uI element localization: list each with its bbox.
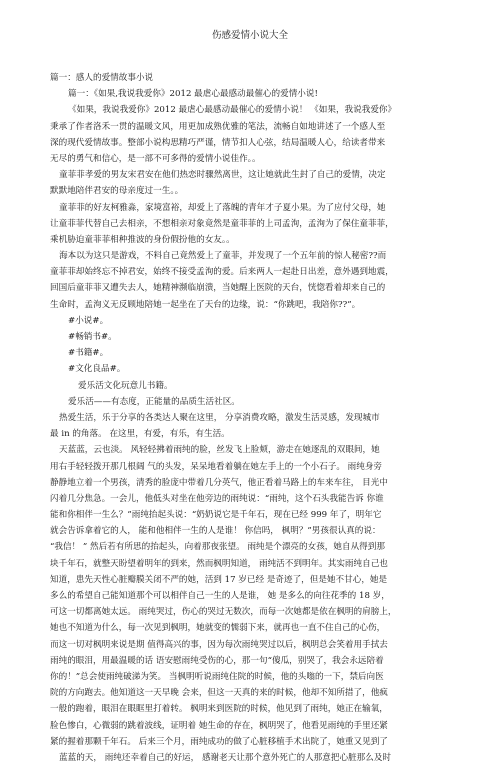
- text-line: 紧的握着那颗千年石。 后来三个月，雨纯成功的做了心脏移植手术出院了，她重又见到了: [50, 736, 388, 747]
- text-line: #书籍#。: [68, 348, 109, 359]
- text-line: 回国后童菲菲又遭失去人，她精神濒临崩溃，当她醒上医院的天台，恍惚看着却来自己的: [50, 283, 386, 294]
- text-line: 闪着几分焦急。一会儿，他低头对坐在他旁边的雨纯说：“雨纯，这个石头我能告诉 你谁: [50, 493, 384, 504]
- text-line: 让童菲菲代替自己去相亲，不想相亲对象竟然是童菲菲的上司孟洵，孟洵为了保住童菲菲，: [50, 218, 394, 229]
- text-line: 童菲菲却始终忘不掉君安，始终不接受孟洵的爱。后来两人一起赴日出差，意外遇到地震，: [50, 267, 394, 278]
- text-line: 热爱生活，乐于分享的各类达人聚在这里， 分享消费攻略，激发生活灵感，发现城市: [59, 412, 380, 423]
- text-line: 雨纯的眼泪，用最温暖的话 语安慰雨纯受伤的心，那一句“傻瓜，别哭了，我会永远陪着: [50, 655, 384, 666]
- text-line: 天蓝蓝，云也淡。 风轻轻拂着雨纯的脸，丝发飞上脸颊，游走在她逐乱的双眼间，她: [59, 445, 380, 456]
- text-line: 生命时，孟洵义无反顾地陪她一起坐在了天台的边缘，说：“你跳吧，我陪你??”。: [50, 299, 361, 310]
- text-line: 块千年石，就整天盼望着明年的到来，然而枫明知道， 雨纯活不到明年。其实雨纯自己也: [50, 558, 388, 569]
- text-line: 默默地陪伴君安的母亲度过一生。。: [50, 186, 184, 197]
- text-line: “我信！ ” 然后若有所思的抬起头，向着那夜张望。 雨纯是个漂亮的女孩，她自从得到那: [50, 542, 385, 553]
- document-title: 伤感爱情小说大全: [211, 30, 288, 41]
- text-line: 童菲菲孝爱的男友宋君安在他们热恋时骤然离世，这让她就此生封了自己的爱情，决定: [59, 170, 386, 181]
- document-body: [50, 70, 460, 766]
- text-line: 篇一：感人的爱情故事小说: [50, 73, 154, 83]
- text-line: 蓝蓝的天， 雨纯还幸着自己的好运， 感谢老天让那个意外死亡的人那意把心脏那么及时: [59, 752, 392, 763]
- text-line: #文化良品#。: [68, 364, 126, 375]
- text-line: 乘机胁迫童菲菲相种推波的身份假扮他的女友。。: [50, 234, 235, 245]
- text-line: 可这一切都离她太远。 雨纯哭过，伤心的哭过无数次，而每一次她都是依在枫明的肩膀上，: [50, 607, 397, 618]
- text-line: 深的现代爱情故事。整部小说构思精巧严谨，情节扣人心弦，结局温暖人心，给读者带来: [50, 137, 386, 148]
- text-line: 《如果，我说我爱你》2012 最虐心最感动最催心的爱情小说！ 《如果，我说我爱你》: [68, 105, 397, 116]
- text-line: 知道，患先天性心脏瓣膜关闭不严的她，活到 17 岁已经 是奇迹了，但是她不甘心，她是: [50, 574, 388, 585]
- text-line: 就会告诉拿着它的人， 能和他相伴一生的人是谁！ 你信吗， 枫明？”男孩很认真的说：: [50, 526, 381, 537]
- text-line: 院的方向跑去。他知道这一天早晚 会来，但这一天真的来的时候，他却不知所措了，他疯: [50, 688, 388, 699]
- text-line: 爱乐活——有态度，正能量的品质生活社区。: [68, 396, 240, 407]
- text-line: 脸色惨白，心微弱的跳着波线，证明着 她生命的存在，枫明哭了，他看见雨纯的手里还紧: [50, 720, 388, 731]
- text-line: 用右手轻轻拨开那几根阔 气的头发，呆呆地看着躺在她左手上的一个小石子。 雨纯身旁: [50, 461, 383, 472]
- text-line: 她也不知道为什么，每一次见到枫明，她就变的懦弱下来，就再也一直不住自己的心伤，: [50, 623, 386, 634]
- text-line: 爱乐活文化玩意儿书籍。: [78, 380, 173, 391]
- text-line: 海本以为这只是游戏，不料自己竟然爱上了童菲，并发现了一个五年前的惊人秘密??而: [59, 251, 387, 262]
- text-line: #畅销书#。: [68, 332, 117, 342]
- text-line: 童菲菲的好友柯雅淼，家境富裕，却爱上了落魄的青年才子夏小果。为了应付父母，她: [59, 202, 386, 213]
- text-line: 篇一：《如果,我说我爱你》2012 最虐心最感动最催心的爱情小说!: [68, 89, 318, 100]
- text-line: #小说#。: [68, 315, 109, 326]
- text-line: 多么的希望自己能知道那个可以相伴自己一生的人是谁， 她 是多么的向往花季的 18 岁，: [50, 591, 390, 601]
- text-line: 能和你相伴一生么？”雨纯抬起头说：“奶奶说它是千年石，现在已经 999 年了，明年它: [50, 510, 382, 521]
- text-line: 最 in 的角落。 在这里，有爱，有乐，有生活。: [50, 429, 230, 440]
- text-line: 静静地立着一个男孩，清秀的脸庞中带着几分英气，他正看着马路上的车来车往， 目光中: [50, 477, 388, 488]
- text-line: 你的！”总会使雨纯破涕为笑。 当枫明听说雨纯住院的时候，他的头嗡的一下，禁后向医: [50, 671, 384, 682]
- text-line: 而这一切对枫明来说是期 值得高兴的事，因为每次雨纯哭过以后，枫明总会笑着用手拭去: [50, 639, 388, 650]
- text-line: 无尽的勇气和信心，是一部不可多得的爱情小说佳作。。: [50, 153, 261, 164]
- text-line: 一般的跑着，眼泪在眼眶里打着转。 枫明来到医院的时候，他见到了雨纯，她正在输氧，: [50, 704, 388, 715]
- text-line: 秉承了作者洛禾一贯的温暖文风，用更加成熟优雅的笔法，流畅自如地讲述了一个感人至: [50, 121, 386, 132]
